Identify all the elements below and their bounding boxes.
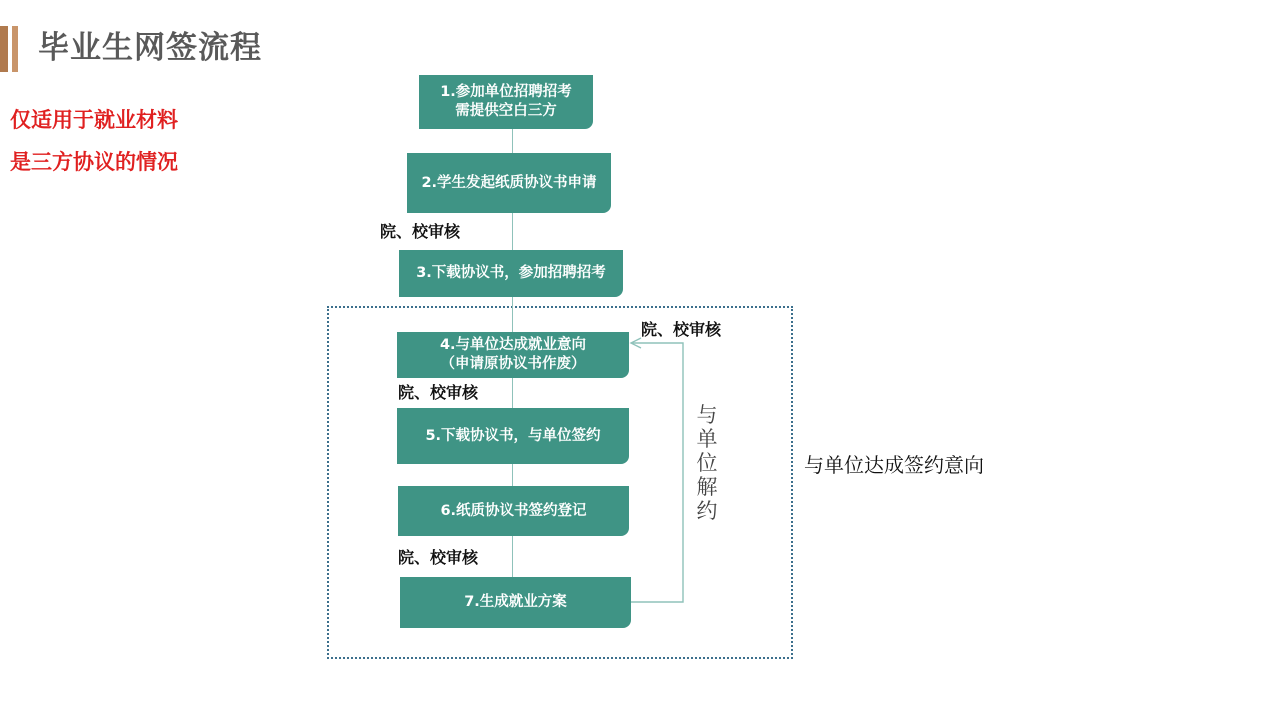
flow-step-1-line-2: 需提供空白三方 — [455, 103, 557, 119]
flow-step-5-line-1: 5.下载协议书，与单位签约 — [425, 427, 601, 444]
page-title: 毕业生网签流程 — [38, 30, 262, 66]
flow-step-6-line-1: 6.纸质协议书签约登记 — [440, 502, 587, 519]
flow-step-7-line-1: 7.生成就业方案 — [464, 594, 567, 610]
audit-label-after-step-6: 院、校审核 — [398, 548, 479, 567]
scope-note-line-1: 仅适用于就业材料 — [10, 108, 178, 132]
flow-step-4-line-1: 4.与单位达成就业意向 — [439, 337, 587, 353]
flow-step-3-line-1: 3.下载协议书，参加招聘招考 — [416, 265, 606, 281]
signing-intent-group-label: 与单位达成签约意向 — [804, 453, 984, 477]
scope-note-line-2: 是三方协议的情况 — [10, 150, 178, 174]
flow-step-1-line-1: 1.参加单位招聘招考 — [440, 84, 572, 100]
flow-step-2-line-1: 2.学生发起纸质协议书申请 — [421, 174, 597, 191]
audit-label-after-step-2: 院、校审核 — [380, 222, 461, 241]
flow-step-4-line-2: （申请原协议书作废） — [440, 356, 586, 372]
audit-label-loop: 院、校审核 — [641, 320, 722, 339]
audit-label-after-step-4: 院、校审核 — [398, 383, 479, 402]
rescind-contract-label: 与单位解约 — [696, 403, 718, 523]
